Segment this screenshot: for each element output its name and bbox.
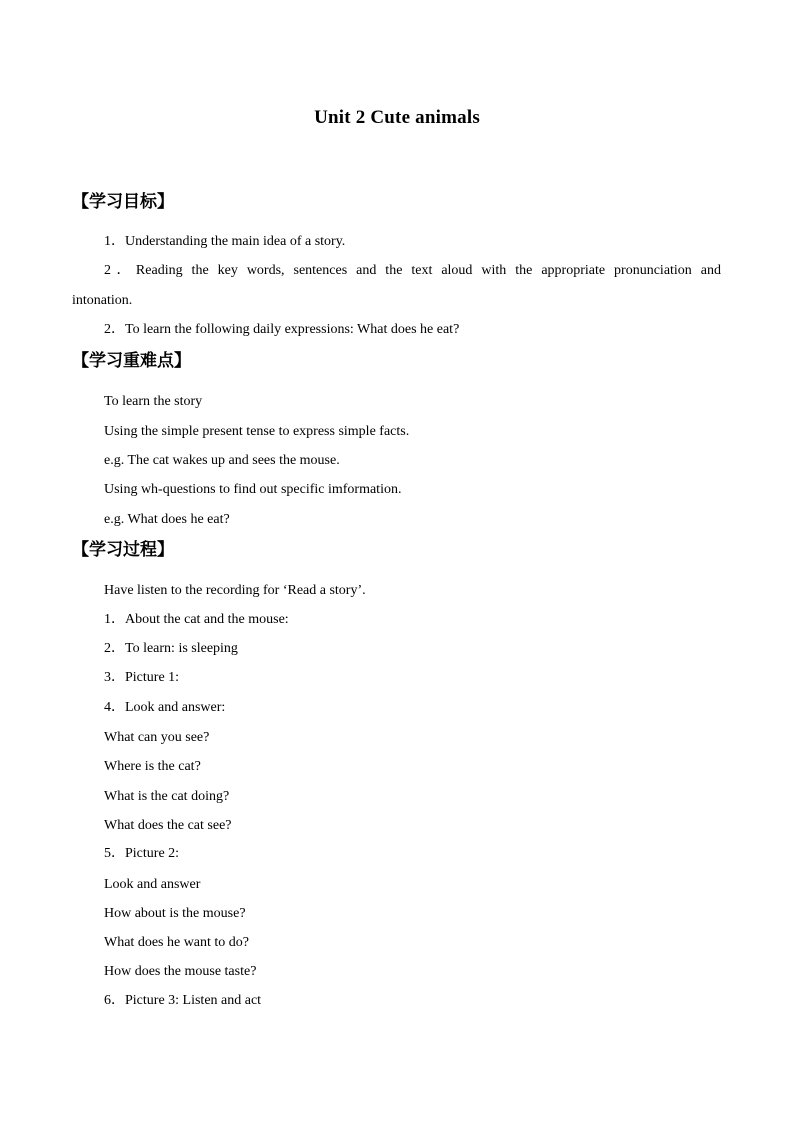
process-line-1: Have listen to the recording for ‘Read a story’. — [104, 583, 366, 598]
process-line-7: Where is the cat? — [104, 759, 201, 774]
process-heading: 【学习过程】 — [72, 540, 174, 560]
process-line-5: 4．Look and answer: — [104, 700, 226, 715]
process-line-11: Look and answer — [104, 877, 201, 892]
key-point-line-5: e.g. What does he eat? — [104, 512, 230, 527]
key-point-line-3: e.g. The cat wakes up and sees the mouse. — [104, 453, 340, 468]
key-point-line-2: Using the simple present tense to express simple facts. — [104, 424, 410, 439]
process-line-8: What is the cat doing? — [104, 789, 230, 804]
process-line-15: 6．Picture 3: Listen and act — [104, 993, 262, 1008]
process-line-4: 3．Picture 1: — [104, 670, 180, 685]
process-line-13: What does he want to do? — [104, 935, 250, 950]
process-line-3: 2．To learn: is sleeping — [104, 641, 238, 656]
process-line-2: 1．About the cat and the mouse: — [104, 612, 289, 627]
key-points-heading: 【学习重难点】 — [72, 351, 191, 371]
process-line-6: What can you see? — [104, 730, 210, 745]
objective-line-3: 2．To learn the following daily expressions: What does he eat? — [104, 322, 460, 337]
process-line-14: How does the mouse taste? — [104, 964, 257, 979]
objectives-heading: 【学习目标】 — [72, 192, 174, 212]
key-point-line-1: To learn the story — [104, 394, 203, 409]
process-line-12: How about is the mouse? — [104, 906, 246, 921]
objective-line-1: 1．Understanding the main idea of a story. — [104, 234, 346, 249]
process-line-10: 5．Picture 2: — [104, 846, 180, 861]
document-title: Unit 2 Cute animals — [314, 107, 480, 128]
process-line-9: What does the cat see? — [104, 818, 232, 833]
objective-line-2: 2．Reading the key words, sentences and the text aloud with the appropriate pronunciation and — [104, 263, 721, 278]
objective-line-2-continued: intonation. — [72, 293, 133, 308]
key-point-line-4: Using wh-questions to find out specific imformation. — [104, 482, 402, 497]
